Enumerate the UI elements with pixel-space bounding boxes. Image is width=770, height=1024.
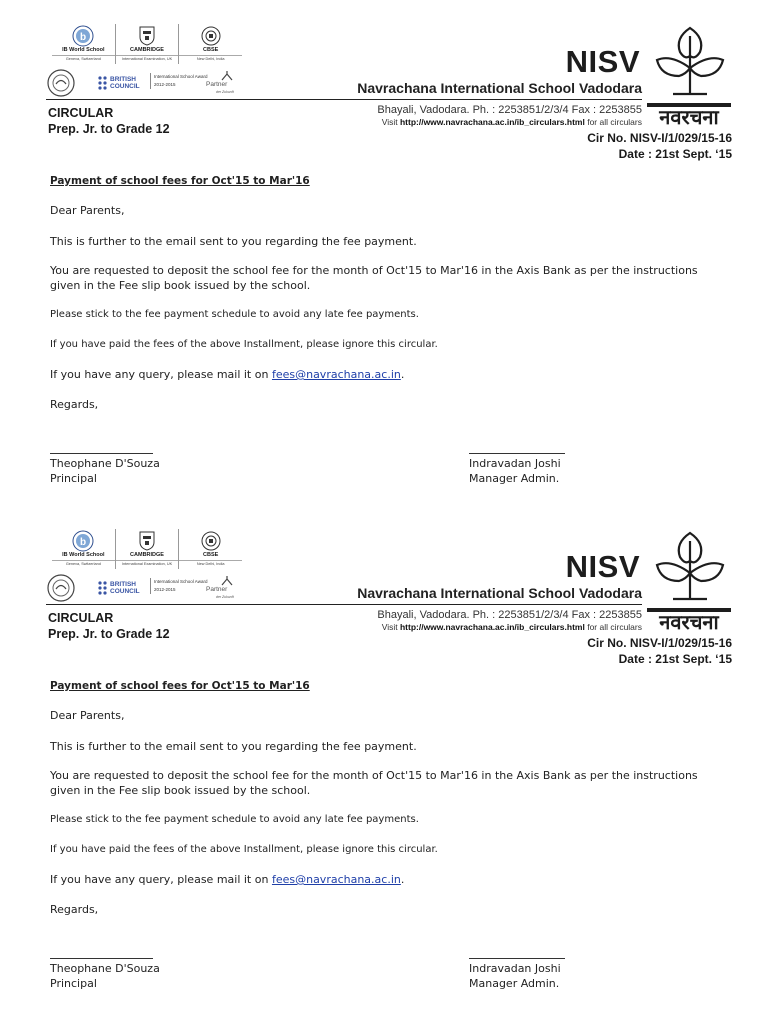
cbse-logo bbox=[179, 24, 242, 64]
seal-icon bbox=[46, 68, 76, 98]
british-council-dots-icon bbox=[98, 76, 108, 90]
navrachana-wordmark bbox=[646, 97, 732, 131]
ib-logo bbox=[52, 529, 116, 569]
cambridge-name: CAMBRIDGE bbox=[130, 47, 164, 53]
query-suffix: . bbox=[400, 368, 405, 381]
navrachana-wordmark bbox=[646, 602, 732, 636]
school-short-name: NISV bbox=[565, 549, 640, 584]
visit-line bbox=[382, 117, 642, 127]
cbse-name: CBSE bbox=[203, 552, 219, 558]
salutation: Dear Parents, bbox=[50, 204, 125, 217]
circular-number: Cir No. NISV-I/1/029/15-16 bbox=[587, 636, 732, 650]
signature-line-principal bbox=[50, 958, 153, 959]
signature-line-manager bbox=[469, 453, 565, 454]
circular-copy-bottom bbox=[0, 505, 770, 1010]
cbse-sub: New Delhi, India bbox=[179, 55, 242, 61]
cbse-sub: New Delhi, India bbox=[179, 560, 242, 566]
cambridge-sub: International Examination, UK bbox=[116, 55, 179, 61]
circular-copy-top bbox=[0, 0, 770, 505]
manager-name: Indravadan Joshi bbox=[469, 962, 561, 975]
school-address: Bhayali, Vadodara. Ph. : 2253851/2/3/4 Fax : 2253855 bbox=[377, 104, 642, 116]
navrachana-hindi-text: नवरचना bbox=[659, 105, 719, 129]
ib-name: IB World School bbox=[62, 47, 105, 53]
british-council-name: BRITISH COUNCIL bbox=[110, 581, 140, 595]
visit-line bbox=[382, 622, 642, 632]
circular-label: CIRCULAR bbox=[48, 106, 114, 120]
query-suffix: . bbox=[400, 873, 405, 886]
closing: Regards, bbox=[50, 903, 99, 916]
circulars-url[interactable]: http://www.navrachana.ac.in/ib_circulars.html bbox=[399, 117, 585, 127]
cbse-emblem-icon bbox=[201, 531, 221, 551]
partner-name: Partner bbox=[206, 586, 228, 593]
school-full-name: Navrachana International School Vadodara bbox=[357, 80, 642, 96]
cambridge-shield-icon bbox=[139, 26, 155, 46]
circular-label: CIRCULAR bbox=[48, 611, 114, 625]
accreditation-logos bbox=[52, 24, 242, 64]
partner-name: Partner bbox=[206, 81, 228, 88]
circular-subject: Payment of school fees for Oct'15 to Mar'16 bbox=[50, 175, 310, 187]
header-divider bbox=[46, 99, 642, 100]
cambridge-shield-icon bbox=[139, 531, 155, 551]
award-text bbox=[150, 578, 207, 594]
circular-date: Date : 21st Sept. ‘15 bbox=[618, 652, 732, 666]
ib-sub: Geneva, Switzerland bbox=[52, 55, 115, 61]
manager-role: Manager Admin. bbox=[469, 977, 560, 990]
navrachana-hindi-text: नवरचना bbox=[659, 610, 719, 634]
paragraph-2: You are requested to deposit the school fee for the month of Oct'15 to Mar'16 in the Axis Bank as per the instructions given in the Fee slip book issued by the school. bbox=[50, 264, 698, 292]
principal-role: Principal bbox=[50, 977, 97, 990]
query-text: If you have any query, please mail it on bbox=[50, 368, 269, 381]
circular-date: Date : 21st Sept. ‘15 bbox=[618, 147, 732, 161]
svg-text:b: b bbox=[80, 32, 87, 43]
paragraph-3: Please stick to the fee payment schedule to avoid any late fee payments. bbox=[50, 814, 419, 825]
school-full-name: Navrachana International School Vadodara bbox=[357, 585, 642, 601]
partner-logos bbox=[52, 573, 242, 605]
principal-name: Theophane D'Souza bbox=[50, 457, 160, 470]
paragraph-4: If you have paid the fees of the above Installment, please ignore this circular. bbox=[50, 339, 438, 350]
paragraph-2: You are requested to deposit the school fee for the month of Oct'15 to Mar'16 in the Axis Bank as per the instructions given in the Fee slip book issued by the school. bbox=[50, 769, 698, 797]
paragraph-4: If you have paid the fees of the above Installment, please ignore this circular. bbox=[50, 844, 438, 855]
manager-role: Manager Admin. bbox=[469, 472, 560, 485]
cambridge-sub: International Examination, UK bbox=[116, 560, 179, 566]
signature-line-manager bbox=[469, 958, 565, 959]
circular-number: Cir No. NISV-I/1/029/15-16 bbox=[587, 131, 732, 145]
principal-name: Theophane D'Souza bbox=[50, 962, 160, 975]
partner-sub: der Zukunft bbox=[216, 90, 234, 94]
visit-prefix: Visit bbox=[381, 622, 398, 632]
award-line2: 2012-2015 bbox=[154, 587, 176, 592]
header-divider bbox=[46, 604, 642, 605]
ib-logo bbox=[52, 24, 116, 64]
closing: Regards, bbox=[50, 398, 99, 411]
partner-logos bbox=[52, 68, 242, 100]
cambridge-name: CAMBRIDGE bbox=[130, 552, 164, 558]
cbse-logo bbox=[179, 529, 242, 569]
paragraph-3: Please stick to the fee payment schedule to avoid any late fee payments. bbox=[50, 309, 419, 320]
award-line2: 2012-2015 bbox=[154, 82, 176, 87]
cambridge-logo bbox=[116, 24, 180, 64]
visit-prefix: Visit bbox=[381, 117, 398, 127]
visit-suffix: for all circulars bbox=[587, 117, 642, 127]
visit-suffix: for all circulars bbox=[587, 622, 642, 632]
paragraph-5 bbox=[50, 367, 404, 382]
query-text: If you have any query, please mail it on bbox=[50, 873, 269, 886]
cbse-name: CBSE bbox=[203, 47, 219, 53]
cbse-emblem-icon bbox=[201, 26, 221, 46]
ib-emblem-icon bbox=[72, 530, 94, 552]
british-council-name: BRITISH COUNCIL bbox=[110, 76, 140, 90]
tree-logo-icon bbox=[649, 22, 731, 102]
salutation: Dear Parents, bbox=[50, 709, 125, 722]
tree-logo-icon bbox=[649, 527, 731, 607]
partner-sub: der Zukunft bbox=[216, 595, 234, 599]
paragraph-1: This is further to the email sent to you regarding the fee payment. bbox=[50, 740, 417, 753]
seal-icon bbox=[46, 573, 76, 603]
school-short-name: NISV bbox=[565, 44, 640, 79]
paragraph-5 bbox=[50, 872, 404, 887]
paragraph-1: This is further to the email sent to you regarding the fee payment. bbox=[50, 235, 417, 248]
svg-text:b: b bbox=[80, 537, 87, 548]
fees-email-link[interactable]: fees@navrachana.ac.in bbox=[271, 873, 401, 886]
award-line1: International School Award bbox=[154, 74, 208, 79]
award-text bbox=[150, 73, 207, 89]
british-council-dots-icon bbox=[98, 581, 108, 595]
award-line1: International School Award bbox=[154, 579, 208, 584]
cambridge-logo bbox=[116, 529, 180, 569]
circulars-url[interactable]: http://www.navrachana.ac.in/ib_circulars.html bbox=[399, 622, 585, 632]
accreditation-logos bbox=[52, 529, 242, 569]
ib-name: IB World School bbox=[62, 552, 105, 558]
circular-audience: Prep. Jr. to Grade 12 bbox=[48, 627, 170, 641]
manager-name: Indravadan Joshi bbox=[469, 457, 561, 470]
signature-line-principal bbox=[50, 453, 153, 454]
fees-email-link[interactable]: fees@navrachana.ac.in bbox=[271, 368, 401, 381]
circular-audience: Prep. Jr. to Grade 12 bbox=[48, 122, 170, 136]
circular-subject: Payment of school fees for Oct'15 to Mar'16 bbox=[50, 680, 310, 692]
ib-sub: Geneva, Switzerland bbox=[52, 560, 115, 566]
ib-emblem-icon bbox=[72, 25, 94, 47]
principal-role: Principal bbox=[50, 472, 97, 485]
school-address: Bhayali, Vadodara. Ph. : 2253851/2/3/4 Fax : 2253855 bbox=[377, 609, 642, 621]
